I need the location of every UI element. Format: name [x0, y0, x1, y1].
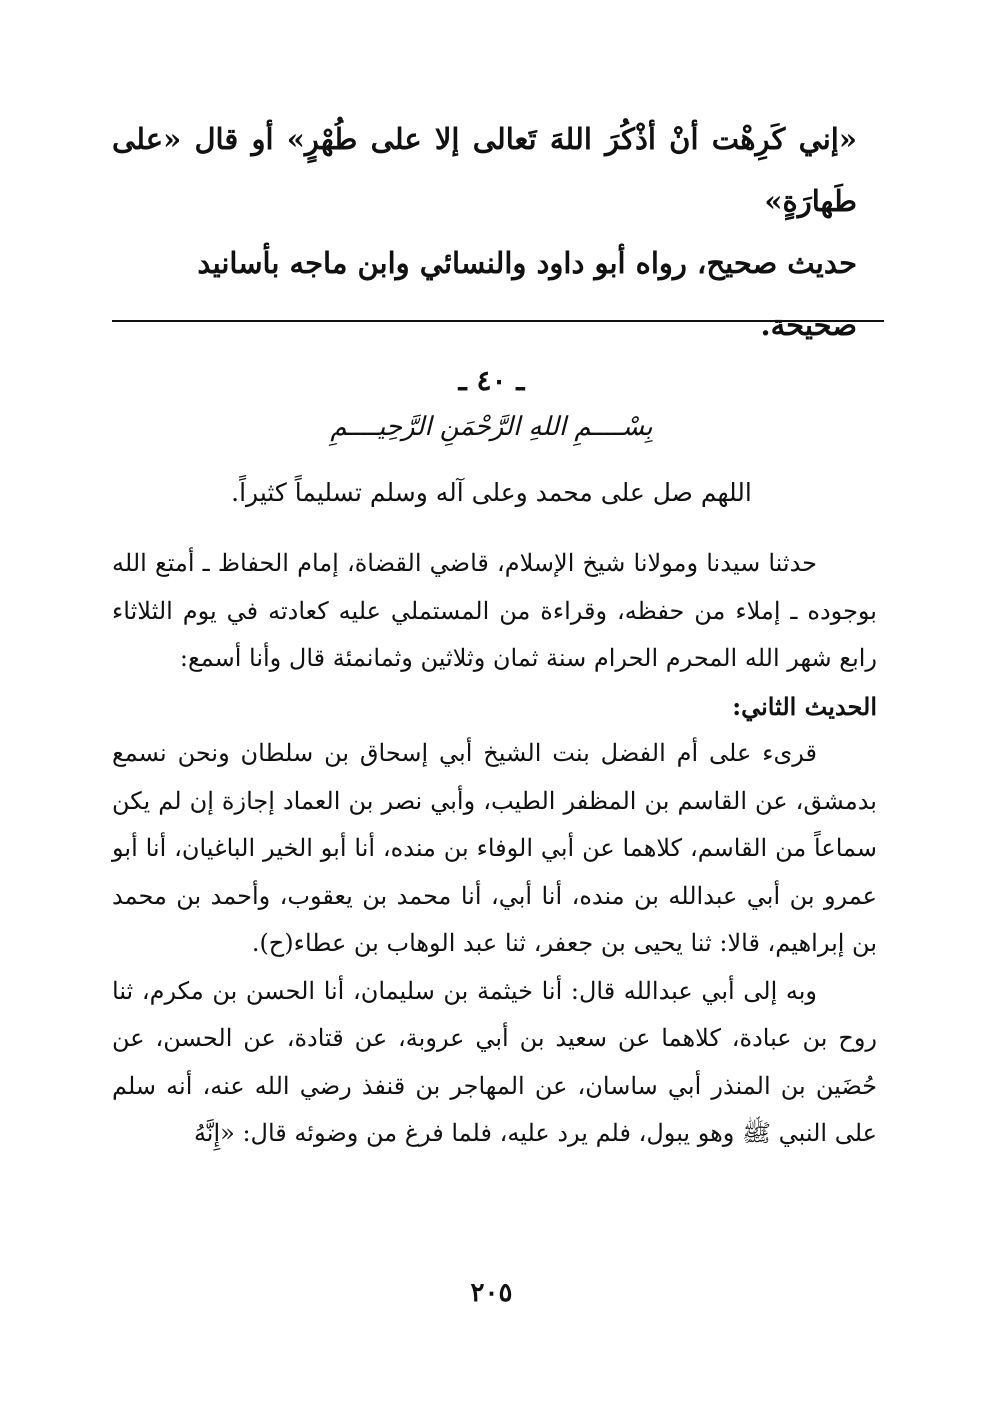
authentication-line: حديث صحيح، رواه أبو داود والنسائي وابن ماجه بأسانيد [197, 246, 857, 280]
section-divider [112, 320, 884, 322]
hadith-number: ـ ٤٠ ـ [458, 364, 525, 397]
basmala: بِسْــــمِ اللهِ الرَّحْمَنِ الرَّحِيــــمِ [330, 412, 653, 442]
main-text [112, 540, 877, 1158]
top-passage [112, 108, 857, 356]
final-paragraph: وبه إلى أبي عبدالله قال: أنا خيثمة بن سليمان، أنا الحسن بن مكرم، ثنا روح بن عبادة، كلاهما عن سعيد بن أبي عروبة، عن قتادة، عن الحسن، عن حُضَين بن المنذر أبي ساسان، عن المهاجر بن قنفذ رضي الله عنه، أنه سلم على النبي ﷺ وهو يبول، فلم يرد عليه، فلما فرغ من وضوئه قال: «إِنَّهُ [112, 976, 877, 1147]
chain-paragraph: قرىء على أم الفضل بنت الشيخ أبي إسحاق بن سلطان ونحن نسمع بدمشق، عن القاسم بن المظفر الطيب، وأبي نصر بن العماد إجازة إن لم يكن سماعاً من القاسم، كلاهما عن أبي الوفاء بن منده، أنا أبو الخير الباغيان، أنا أبو عمرو بن أبي عبدالله بن منده، أنا أبي، أنا محمد بن يعقوب، وأحمد بن محمد بن إبراهيم، قالا: ثنا يحيى بن جعفر، ثنا عبد الوهاب بن عطاء(ح). [112, 739, 877, 957]
invocation: اللهم صل على محمد وعلى آله وسلم تسليماً كثيراً. [231, 478, 752, 507]
intro-paragraph: حدثنا سيدنا ومولانا شيخ الإسلام، قاضي القضاة، إمام الحفاظ ـ أمتع الله بوجوده ـ إملاء من حفظه، وقراءة من المستملي عليه كعادته في يوم الثلاثاء رابع شهر الله المحرم الحرام سنة ثمان وثلاثين وثمانمئة قال وأنا أسمع: [112, 549, 877, 672]
hadith-quote-line: «إني كَرِهْت أنْ أذْكُرَ اللهَ تَعالى إلا على طُهْرٍ» أو قال «على طَهارَةٍ» [112, 122, 857, 218]
section-heading: الحديث الثاني: [732, 691, 877, 721]
page-number: ٢٠٥ [470, 1278, 513, 1308]
authentication-line-end: صحيحة. [760, 308, 857, 342]
